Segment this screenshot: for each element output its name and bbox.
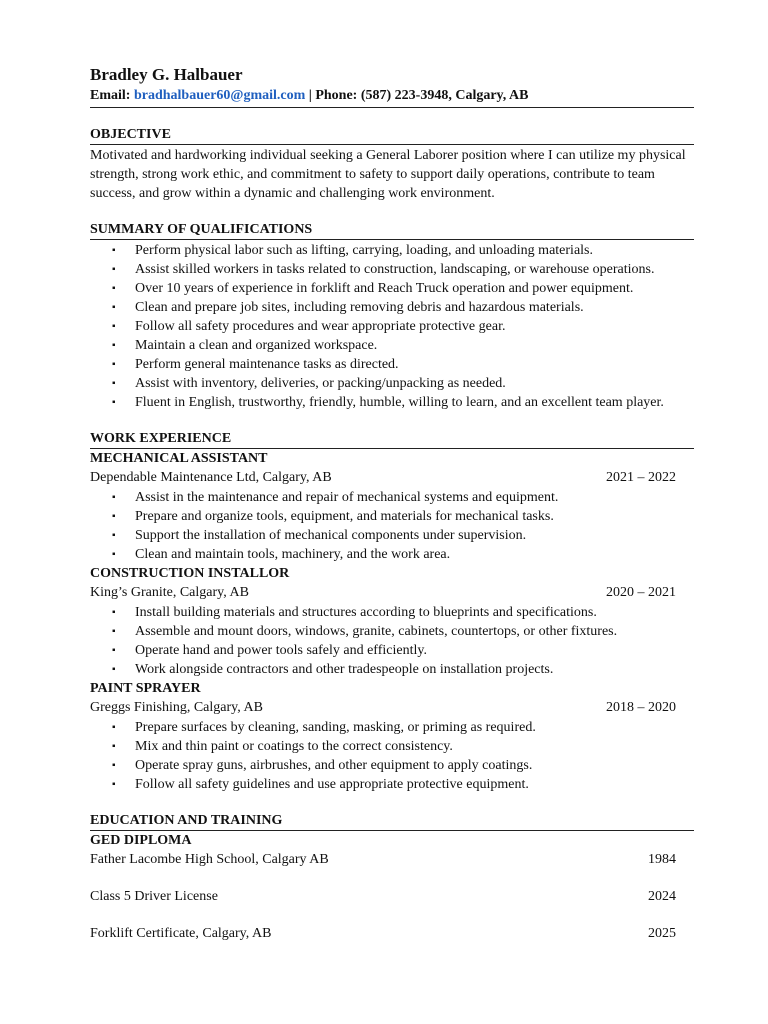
bullet-icon: ▪ — [112, 340, 116, 351]
bullet-icon: ▪ — [112, 779, 116, 790]
education-row — [90, 850, 694, 869]
bullet-icon: ▪ — [112, 321, 116, 332]
contact-line — [90, 86, 694, 108]
list-item: ▪ Over 10 years of experience in forklift and Reach Truck operation and power equipment. — [112, 281, 634, 296]
list-item: ▪ Prepare surfaces by cleaning, sanding, masking, or priming as required. — [112, 720, 536, 735]
job-dates: 2021 – 2022 — [606, 470, 676, 485]
bullet-icon: ▪ — [112, 397, 116, 408]
job-title: PAINT SPRAYER — [90, 681, 201, 696]
resume-page — [90, 64, 694, 943]
candidate-name: Bradley G. Halbauer — [90, 65, 243, 84]
list-item: ▪ Prepare and organize tools, equipment, and materials for mechanical tasks. — [112, 509, 554, 524]
job-duties — [90, 718, 694, 794]
bullet-icon: ▪ — [112, 264, 116, 275]
job-title: MECHANICAL ASSISTANT — [90, 451, 268, 466]
contact-details: | Phone: (587) 223-3948, Calgary, AB — [308, 88, 529, 103]
list-item: ▪ Clean and maintain tools, machinery, and the work area. — [112, 547, 451, 562]
list-item: ▪ Follow all safety procedures and wear appropriate protective gear. — [112, 319, 506, 334]
bullet-icon: ▪ — [112, 283, 116, 294]
job-company: Greggs Finishing, Calgary, AB — [90, 700, 263, 715]
education-heading: EDUCATION AND TRAINING — [90, 812, 694, 831]
bullet-icon: ▪ — [112, 378, 116, 389]
bullet-icon: ▪ — [112, 645, 116, 656]
education-row — [90, 924, 694, 943]
job-title: CONSTRUCTION INSTALLOR — [90, 566, 290, 581]
list-item: ▪ Operate spray guns, airbrushes, and other equipment to apply coatings. — [112, 758, 533, 773]
bullet-icon: ▪ — [112, 626, 116, 637]
list-item: ▪ Maintain a clean and organized workspace. — [112, 338, 378, 353]
objective-text: Motivated and hardworking individual seeking a General Laborer position where I can utilize my physical strength, strong work ethic, and commitment to safety to support daily operations, contribute to team success, and grow within a dynamic and challenging work environment. — [90, 148, 686, 201]
list-item: ▪ Support the installation of mechanical components under supervision. — [112, 528, 527, 543]
education-year: 2024 — [648, 889, 676, 904]
bullet-icon: ▪ — [112, 492, 116, 503]
job-entry — [90, 564, 694, 679]
bullet-icon: ▪ — [112, 722, 116, 733]
education-name: Father Lacombe High School, Calgary AB — [90, 852, 329, 867]
job-company: Dependable Maintenance Ltd, Calgary, AB — [90, 470, 332, 485]
job-company: King’s Granite, Calgary, AB — [90, 585, 249, 600]
bullet-icon: ▪ — [112, 359, 116, 370]
spacer — [90, 869, 694, 887]
list-item: ▪ Perform general maintenance tasks as directed. — [112, 357, 399, 372]
bullet-icon: ▪ — [112, 607, 116, 618]
bullet-icon: ▪ — [112, 511, 116, 522]
list-item: ▪ Assist with inventory, deliveries, or packing/unpacking as needed. — [112, 376, 506, 391]
list-item: ▪ Mix and thin paint or coatings to the correct consistency. — [112, 739, 453, 754]
spacer — [90, 906, 694, 924]
list-item: ▪ Perform physical labor such as lifting, carrying, loading, and unloading materials. — [112, 243, 593, 258]
job-duties — [90, 603, 694, 679]
job-dates: 2018 – 2020 — [606, 700, 676, 715]
bullet-icon: ▪ — [112, 549, 116, 560]
list-item: ▪ Follow all safety guidelines and use appropriate protective equipment. — [112, 777, 529, 792]
education-year: 1984 — [648, 852, 676, 867]
job-dates: 2020 – 2021 — [606, 585, 676, 600]
summary-heading: SUMMARY OF QUALIFICATIONS — [90, 221, 694, 240]
job-duties — [90, 488, 694, 564]
degree-title: GED DIPLOMA — [90, 833, 192, 848]
list-item: ▪ Work alongside contractors and other tradespeople on installation projects. — [112, 662, 554, 677]
objective-heading: OBJECTIVE — [90, 126, 694, 145]
summary-list — [90, 241, 694, 412]
list-item: ▪ Assemble and mount doors, windows, granite, cabinets, countertops, or other fixtures. — [112, 624, 618, 639]
bullet-icon: ▪ — [112, 760, 116, 771]
list-item: ▪ Install building materials and structures according to blueprints and specifications. — [112, 605, 597, 620]
education-row — [90, 887, 694, 906]
job-entry — [90, 449, 694, 564]
email-label: Email: — [90, 88, 131, 103]
education-year: 2025 — [648, 926, 676, 941]
list-item: ▪ Fluent in English, trustworthy, friendly, humble, willing to learn, and an excellent team player. — [112, 395, 664, 410]
education-name: Class 5 Driver License — [90, 889, 218, 904]
bullet-icon: ▪ — [112, 664, 116, 675]
bullet-icon: ▪ — [112, 741, 116, 752]
list-item: ▪ Operate hand and power tools safely and efficiently. — [112, 643, 427, 658]
list-item: ▪ Clean and prepare job sites, including removing debris and hazardous materials. — [112, 300, 584, 315]
work-heading: WORK EXPERIENCE — [90, 430, 694, 449]
bullet-icon: ▪ — [112, 530, 116, 541]
job-company-row — [90, 468, 694, 487]
job-entry — [90, 679, 694, 794]
job-company-row — [90, 583, 694, 602]
bullet-icon: ▪ — [112, 302, 116, 313]
list-item: ▪ Assist skilled workers in tasks related to construction, landscaping, or warehouse operations. — [112, 262, 655, 277]
education-name: Forklift Certificate, Calgary, AB — [90, 926, 272, 941]
job-company-row — [90, 698, 694, 717]
list-item: ▪ Assist in the maintenance and repair of mechanical systems and equipment. — [112, 490, 559, 505]
bullet-icon: ▪ — [112, 245, 116, 256]
email-link[interactable]: bradhalbauer60@gmail.com — [133, 88, 306, 103]
